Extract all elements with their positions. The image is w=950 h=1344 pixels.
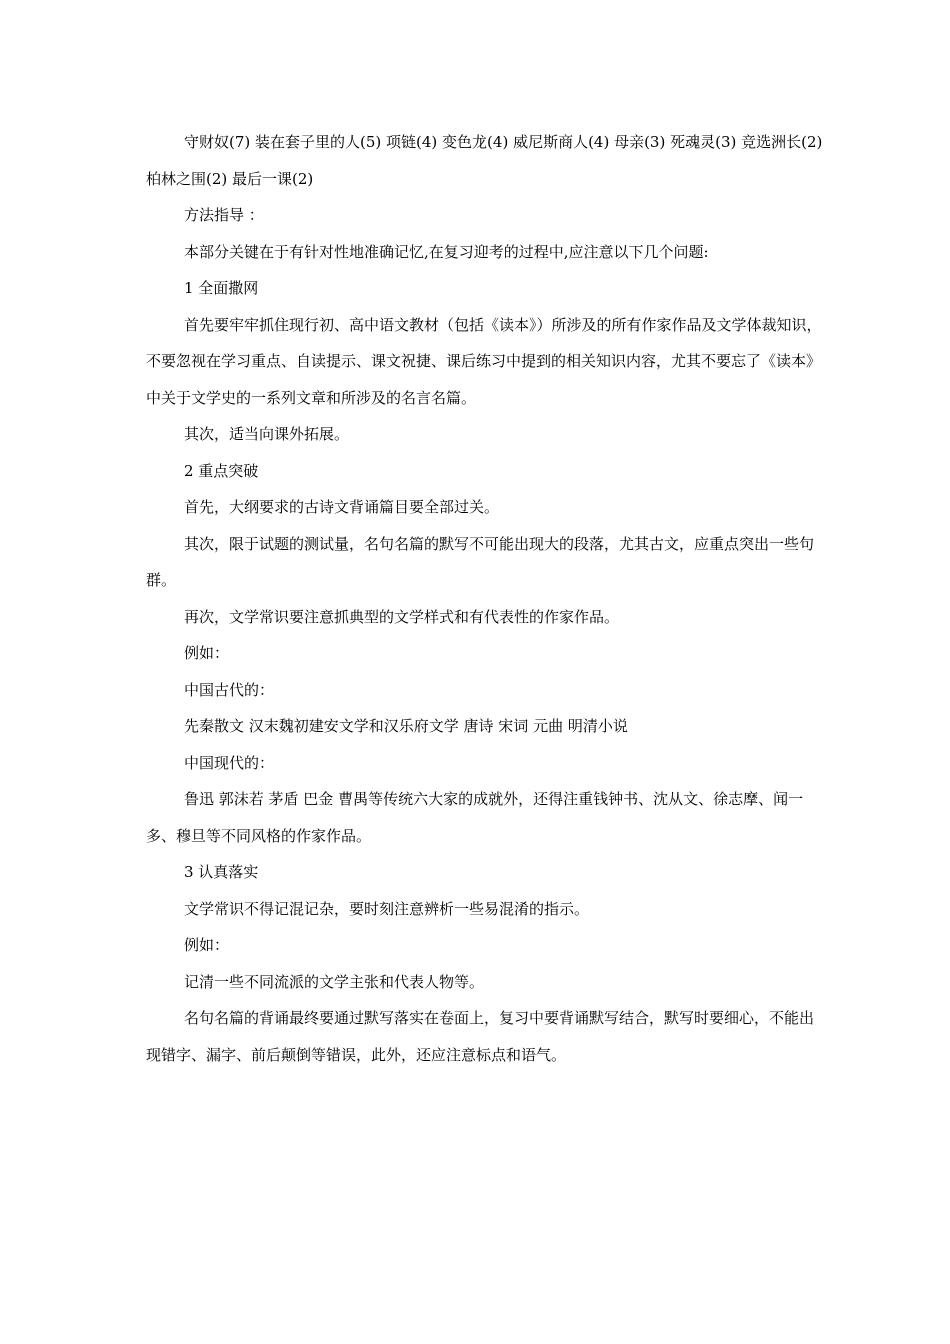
ancient-literature-list: 先秦散文 汉末魏初建安文学和汉乐府文学 唐诗 宋词 元曲 明清小说 bbox=[184, 717, 628, 735]
section-heading-1: 1 全面撒网 bbox=[184, 279, 259, 297]
subheading-ancient: 中国古代的： bbox=[184, 680, 275, 699]
paragraph: 再次，文学常识要注意抓典型的文学样式和有代表性的作家作品。 bbox=[184, 607, 620, 626]
section-heading-3: 3 认真落实 bbox=[184, 863, 259, 881]
paragraph: 名句名篇的背诵最终要通过默写落实在卷面上，复习中要背诵默写结合，默写时要细心，不能出现错字、漏字、前后颠倒等错误，此外，还应注意标点和语气。 bbox=[146, 1009, 815, 1064]
paragraph: 首先要牢牢抓住现行初、高中语文教材（包括《读本》）所涉及的所有作家作品及文学体裁知识，不要忽视在学习重点、自读提示、课文祝捷、课后练习中提到的相关知识内容，尤其不要忘了《读本》中关于文学史的一系列文章和所涉及的名言名篇。 bbox=[146, 315, 822, 407]
paragraph: 文学常识不得记混记杂，要时刻注意辨析一些易混淆的指示。 bbox=[184, 899, 590, 918]
paragraph: 其次，限于试题的测试量，名句名篇的默写不可能出现大的段落，尤其古文，应重点突出一些句群。 bbox=[146, 534, 815, 589]
paragraph: 记清一些不同流派的文学主张和代表人物等。 bbox=[184, 972, 485, 991]
section-heading-2: 2 重点突破 bbox=[184, 461, 259, 480]
document-body bbox=[146, 124, 826, 1073]
example-label: 例如： bbox=[184, 936, 230, 954]
method-guide-heading: 方法指导 ： bbox=[184, 206, 264, 224]
modern-writers-paragraph: 鲁迅 郭沫若 茅盾 巴金 曹禺等传统六大家的成就外，还得注重钱钟书、沈从文、徐志摩、闻一多、穆旦等不同风格的作家作品。 bbox=[146, 790, 804, 845]
subheading-modern: 中国现代的： bbox=[184, 753, 275, 772]
paragraph: 首先，大纲要求的古诗文背诵篇目要全部过关。 bbox=[184, 498, 500, 516]
example-label: 例如： bbox=[184, 644, 230, 662]
works-list-paragraph: 守财奴(7) 装在套子里的人(5) 项链(4) 变色龙(4) 威尼斯商人(4) 母亲(3) 死魂灵(3) 竞选洲长(2) 柏林之围(2) 最后一课(2) bbox=[146, 133, 823, 188]
intro-paragraph: 本部分关键在于有针对性地准确记忆,在复习迎考的过程中,应注意以下几个问题: bbox=[184, 242, 709, 261]
paragraph: 其次，适当向课外拓展。 bbox=[184, 425, 350, 443]
